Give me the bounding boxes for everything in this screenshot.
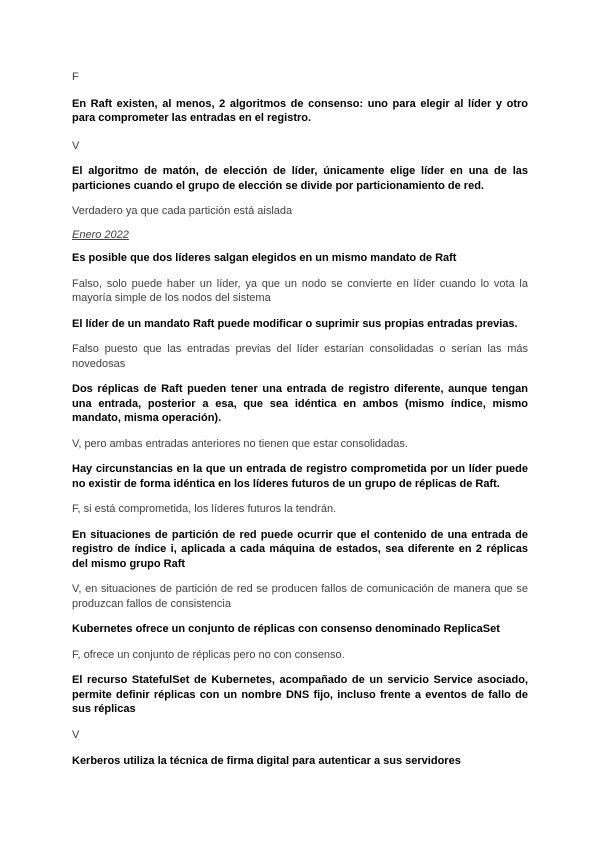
answer-line: V	[72, 139, 80, 152]
question-line: En Raft existen, al menos, 2 algoritmos de consenso: uno para elegir al líder y otro para comprometer las entradas en el registro.	[72, 97, 528, 124]
question-line: En situaciones de partición de red puede ocurrir que el contenido de una entrada de registro de índice i, aplicada a cada máquina de estados, sea diferente en 2 réplicas del mismo grupo Raft	[72, 528, 528, 570]
answer-line: V, pero ambas entradas anteriores no tienen que estar consolidadas.	[72, 437, 408, 450]
question-line: Kerberos utiliza la técnica de firma digital para autenticar a sus servidores	[72, 755, 461, 767]
section-heading: Enero 2022	[72, 228, 129, 241]
question-line: Kubernetes ofrece un conjunto de réplicas con consenso denominado ReplicaSet	[72, 623, 500, 635]
document-page	[72, 70, 528, 769]
answer-line: V, en situaciones de partición de red se producen fallos de comunicación de manera que se produzcan fallos de consistencia	[72, 583, 528, 610]
question-line: Dos réplicas de Raft pueden tener una entrada de registro diferente, aunque tengan una entrada, posterior a esa, que sea idéntica en ambos (mismo índice, mismo mandato, misma operación).	[72, 383, 528, 424]
question-line: Hay circunstancias en la que un entrada de registro comprometida por un líder puede no existir de forma idéntica en los líderes futuros de un grupo de réplicas de Raft.	[72, 463, 528, 490]
answer-line: Falso puesto que las entradas previas del líder estarían consolidadas o serían las más novedosas	[72, 343, 528, 370]
question-line: El líder de un mandato Raft puede modificar o suprimir sus propias entradas previas.	[72, 317, 518, 330]
answer-line: Verdadero ya que cada partición está aislada	[72, 205, 293, 217]
answer-line: Falso, solo puede haber un líder, ya que un nodo se convierte en líder cuando lo vota la mayoría simple de los nodos del sistema	[72, 277, 528, 304]
question-line: El recurso StatefulSet de Kubernetes, acompañado de un servicio Service asociado, permite definir réplicas con un nombre DNS fijo, incluso frente a eventos de fallo de sus réplicas	[72, 674, 528, 715]
question-line: Es posible que dos líderes salgan elegidos en un mismo mandato de Raft	[72, 252, 457, 264]
answer-line: F	[72, 71, 79, 83]
answer-line: F, si está comprometida, los líderes futuros la tendrán.	[72, 503, 337, 515]
question-line: El algoritmo de matón, de elección de líder, únicamente elige líder en una de las particiones cuando el grupo de elección se divide por particionamiento de red.	[72, 165, 528, 192]
answer-line: F, ofrece un conjunto de réplicas pero no con consenso.	[72, 648, 345, 661]
answer-line: V	[72, 728, 80, 741]
